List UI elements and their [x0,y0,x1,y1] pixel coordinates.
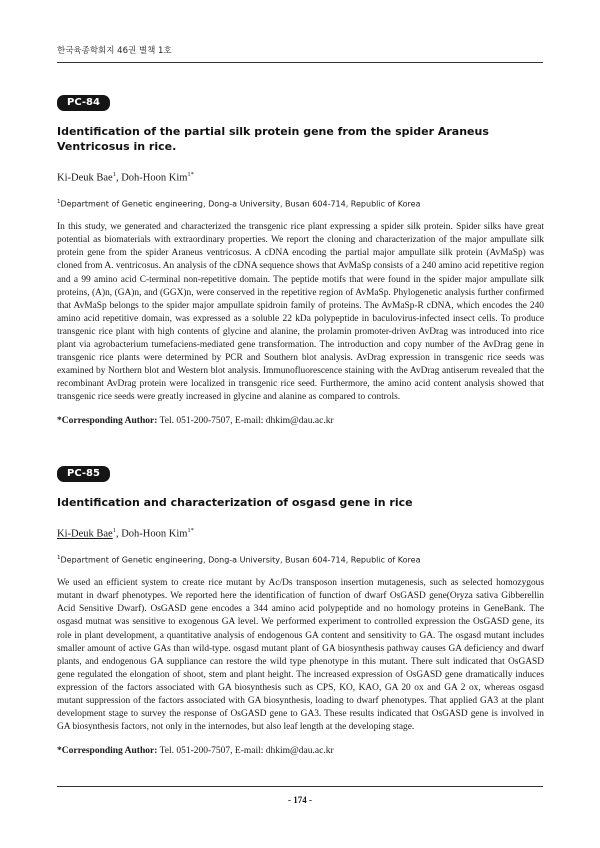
author-affiliation-mark: 1* [187,527,194,534]
affiliation-mark: 1 [57,554,61,561]
affiliation-mark: 1 [57,198,61,205]
header-divider [57,62,543,63]
author-name: Ki-Deuk Bae [57,528,113,540]
corresponding-author [57,746,544,756]
author-name: Doh-Hoon Kim [121,172,188,184]
corresponding-author-label: *Corresponding Author: [57,746,158,757]
abstract-code-badge: PC-84 [57,95,110,111]
author-name: Doh-Hoon Kim [121,528,188,540]
affiliation [57,553,544,566]
journal-header: 한국육종학회지 46권 별책 1호 [57,46,172,56]
author-affiliation-mark: 1* [187,171,194,178]
page-number: - 174 - [288,795,312,805]
author-list [57,524,544,541]
author-affiliation-mark: 1 [112,171,116,178]
affiliation-text: Department of Genetic engineering, Dong-a University, Busan 604-714, Republic of Korea [60,555,421,565]
corresponding-author-contact: Tel. 051-200-7507, E-mail: dhkim@dau.ac.kr [157,416,334,427]
abstract-body: In this study, we generated and characterized the transgenic rice plant expressing a spider silk protein. Spider silks have great potential as biomaterials with extraordinary properties. We report the cloning and characterization of the major ampullate silk protein gene from the spider Araneus ventricosus. A cDNA encoding the partial major ampullate silk protein (AvMaSp) was cloned from A. ventricosus. An analysis of the cDNA sequence shows that AvMaSp consists of a 240 amino acid repetitive region and a 99 amino acid C-terminal non-repetitive domain. The peptide motifs that were found in the spider major ampullate silk proteins, (A)n, (GA)n, and (GGX)n, were conserved in the repetitive region of AvMaSp. Phylogenetic analysis further confirmed that AvMaSp belongs to the spider major ampullate spidroin family of proteins. The AvMaSp-R cDNA, which encodes the 240 amino acid repetitive domain, was expressed as a soluble 22 kDa polypeptide in baculovirus-infected insect cells. To produce transgenic rice plant with high contents of glycine and alanine, the prolamin promoter-driven AvDrag was introduced into rice plant via agrobacterium tumefaciens-mediated gene transformation. The introduction and copy number of the AvDrag gene in transgenic rice plants were determined by PCR and Southern blot analysis. AvDrag expression in transgenic rice seeds was examined by Northern blot and Western blot analysis. Immunofluorescence staining with the AvDrag antiserum revealed that the recombinant AvDrag protein were localized in transgenic rice seed. Furthermore, the amino acid content analysis showed that transgenic rice seeds were greatly increased in glycine and alanine as compared to controls. [57,222,544,403]
abstract-title: Identification of the partial silk protein gene from the spider Araneus Ventricosus in rice. [57,125,489,153]
author-list [57,168,544,185]
abstract-pc-85 [57,463,544,756]
affiliation [57,197,544,210]
abstract-body: We used an efficient system to create rice mutant by Ac/Ds transposon insertion mutagenesis, such as selected homozygous mutant in dwarf phenotypes. We reported here the identification of function of dwarf OsGASD gene(Oryza sativa Gibberellin Acid Sensitive Dwarf). OsGASD gene encodes a 344 amino acid polypeptide and no homology proteins in GeneBank. The osgasd mutnat was sensitive to exogenous GA level. We performed experiment to controlled expression the OsGASD gene, its role in plant development, a quantitative analysis of endogenous GA content and sensitivity to GA. The osgasd mutant includes smaller amount of active GAs than wild-type. osgasd mutant plant of GA biosynthesis pathway causes GA deficiency and dwarf plants, and endogenous GA suppliance can restore the wild type phenotype in this mutant. There sult indicated that OsGASD gene regulated the elongation of shoot, stem and plant height. The increased expression of OsGASD gene dramatically induces expression of the factors associated with GA biosynthesis such as CPS, KO, KAO, GA 20 ox and GA 2 ox, whereas osgasd mutant suppression of the factors associated with GA biosynthesis, loading to dwarf phenotypes. That applied GA3 at the plant development stage to survey the response of OsGASD gene to GA3. These results indicated that OsGASD gene is involved in GA biosynthesis factors, not only in the internodes, but also leaf length at the developing stage. [57,578,544,733]
author-separator: , [115,172,122,184]
corresponding-author-contact: Tel. 051-200-7507, E-mail: dhkim@dau.ac.kr [157,746,334,757]
abstract-title: Identification and characterization of osgasd gene in rice [57,496,413,509]
author-affiliation-mark: 1 [112,527,116,534]
abstract-pc-84 [57,92,544,426]
footer-divider [57,786,543,787]
corresponding-author [57,416,544,426]
author-separator: , [115,528,122,540]
affiliation-text: Department of Genetic engineering, Dong-a University, Busan 604-714, Republic of Korea [60,199,421,209]
author-name: Ki-Deuk Bae [57,172,113,184]
abstract-code-badge: PC-85 [57,466,110,482]
corresponding-author-label: *Corresponding Author: [57,416,158,427]
